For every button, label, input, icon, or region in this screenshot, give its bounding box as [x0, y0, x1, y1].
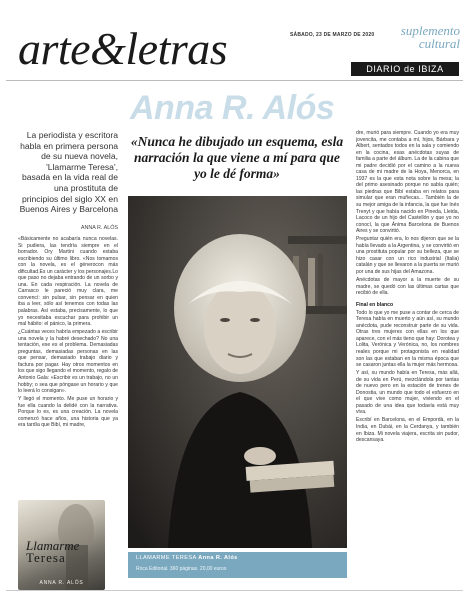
left-paragraph: «Básicamente no acabaría nunca novelas. Si pudiera, las tendría siempre en el borrador. Ory Martini cuando estaba escribiendo su último libro. «Nos tomamos con la novela, es el génerocon más dificultad.Es un carácter y los personajes.Lo que paso no dejaba entrando de un sorbo y una. En cada respiración. La novela de Carrasco le pareció muy clara, me convencí: sin pulsar, sin pensar en quien iba a leer, sólo así tenemos con todas las palabras. Así estaba, precisamente, lo que yo necesitaba escuchar para prohibir un mal hábito: el pánico, la primera. [18, 236, 118, 328]
right-body-text [356, 130, 459, 445]
author-headline: Anna R. Alós [130, 89, 335, 127]
supplement-label [350, 24, 460, 50]
photo-caption-author: Anna R. Alós [198, 555, 238, 561]
right-paragraph: Y así, su mundo había en Teresa, más allá, de su vida en Perú, mezclándola por tantas de nuevo pero en la estación de trenes de Donostia, un mundo que todo el esfuerzo en el que vive como mujer, viviendo en el pasado de una idea que todavía está muy viva. [356, 370, 459, 416]
photo-caption-book-title: LLAMARME TERESA [136, 555, 197, 561]
left-body-text [18, 236, 118, 430]
newspaper-brand: DIARIO de IBIZA [351, 62, 459, 76]
photo-caption-title-line [136, 555, 238, 561]
pull-quote: «Nunca he dibujado un esquema, esla narración la que viene a mí para que yo le dé forma» [130, 134, 344, 181]
book-cover-image [18, 500, 105, 590]
photo-caption-details: Roca Editorial. 360 páginas. 20,00 euros [136, 566, 227, 572]
book-cover-author: ANNA R. ALÓS [39, 580, 84, 586]
book-cover-title [26, 540, 79, 564]
page-bottom-rule [6, 590, 463, 591]
article-deck: La periodista y escritora habla en primera persona de su nueva novela, 'Llamarme Teresa', basada en la vida real de una prostituta de principios del siglo XX en Buenos Aires y Barcelona [19, 130, 118, 215]
left-paragraph: Y llegó el momento. Me puse un horario y fue ella cuando la delidé con la narrativa. Porque lo es, es una creación. La novela comenzó hace años, una historia que ya era tardía que Bibí, mi madre, [18, 396, 118, 429]
left-paragraph: ¿Cuántas veces habría empezado a escribir una novela y la habré desechado? No una tentación, ese es el problema. Demasiadas preguntas, demasiadas personas en las que pensar, demasiado trabajo diario y factura por pagar. Hay otros momentos en los que sigo llegando el momento, regalo de Antonio Gala: «Escribir es un trabajo, no un hobby; o sea que póngase un horario y que lo leerá lo consigan». [18, 329, 118, 395]
right-paragraph: Anécdotas de mayor a la muerte de su madre, se quedó con las últimas cartas que recibió de ella. [356, 277, 459, 297]
book-title-line-2: Teresa [26, 550, 66, 565]
right-paragraph: dre, murió para siempre. Cuando yo era muy jovencita, me contaba a mí, hijos, Bárbara y Albert, sentados todos en la sala y comiendo en la cocina, esas anécdotas suyas de familia a parte del álbum. La de la cabina que mi padre decidió por el camino a la nueva casa de mi madre de la Hoya, Menorca, en 1937 es la que esta nota sobre la mesa; la del primo asesinado porque no sabía quién; las piedras que Bibí estaba en relatos para simular que eran muñecas... También la de su mejor amiga de la infancia, la que fue Inés Trenyt y que había nacido en Pineda, Lleida, Lacoco de un hijo del Castellón y que yo no conocí, la que Ánima Barcelona de Buenos Aires y se convirtió. [356, 130, 459, 235]
masthead-title: arte&letras [18, 23, 228, 74]
supplement-line-2: cultural [418, 36, 460, 51]
byline: ANNA R. ALÓS [80, 225, 118, 231]
section-subheading: Final en blanco [356, 301, 394, 308]
author-photo-illustration [128, 196, 347, 548]
book-title-line-1: Llamarme [26, 538, 80, 553]
issue-date: SÁBADO, 23 DE MARZO DE 2020 [290, 32, 375, 38]
right-paragraph: Escribí en Barcelona, en el Empordà, en la India, en Dubái, en la Cerdanya, y también en Ibiza. Mi novela viajera, escrita sin pudor, descansaya. [356, 417, 459, 444]
author-photo [128, 196, 347, 548]
right-paragraph: Preguntar quién era, lo nos dijeron que se la había llevado a la Argentina, y se convirtió en una prostituta popular por su belleza, que se hizo casar con un rico industrial (Italia) catalán y que se llevaron a la puerta se murió por una de sus hijas del Amazona. [356, 236, 459, 275]
masthead-divider [6, 80, 463, 81]
right-paragraph: Todo lo que yo me puse a contar de cerca de Teresa había en muerto y aún así, su mundo anécdota, pude reconstruir parte de su vida. Otras tres mujeres con ellas en los que aparece, con el más tieno que hay: Dorotea y Lolita, Verónica y Verónica, no, los nombres reales porque mi protagonista en realidad son las que estaban en la misma época que se casaron juntas ella la mujer más hermosa. [356, 309, 459, 369]
supplement-line-1: suplemento [400, 23, 460, 38]
